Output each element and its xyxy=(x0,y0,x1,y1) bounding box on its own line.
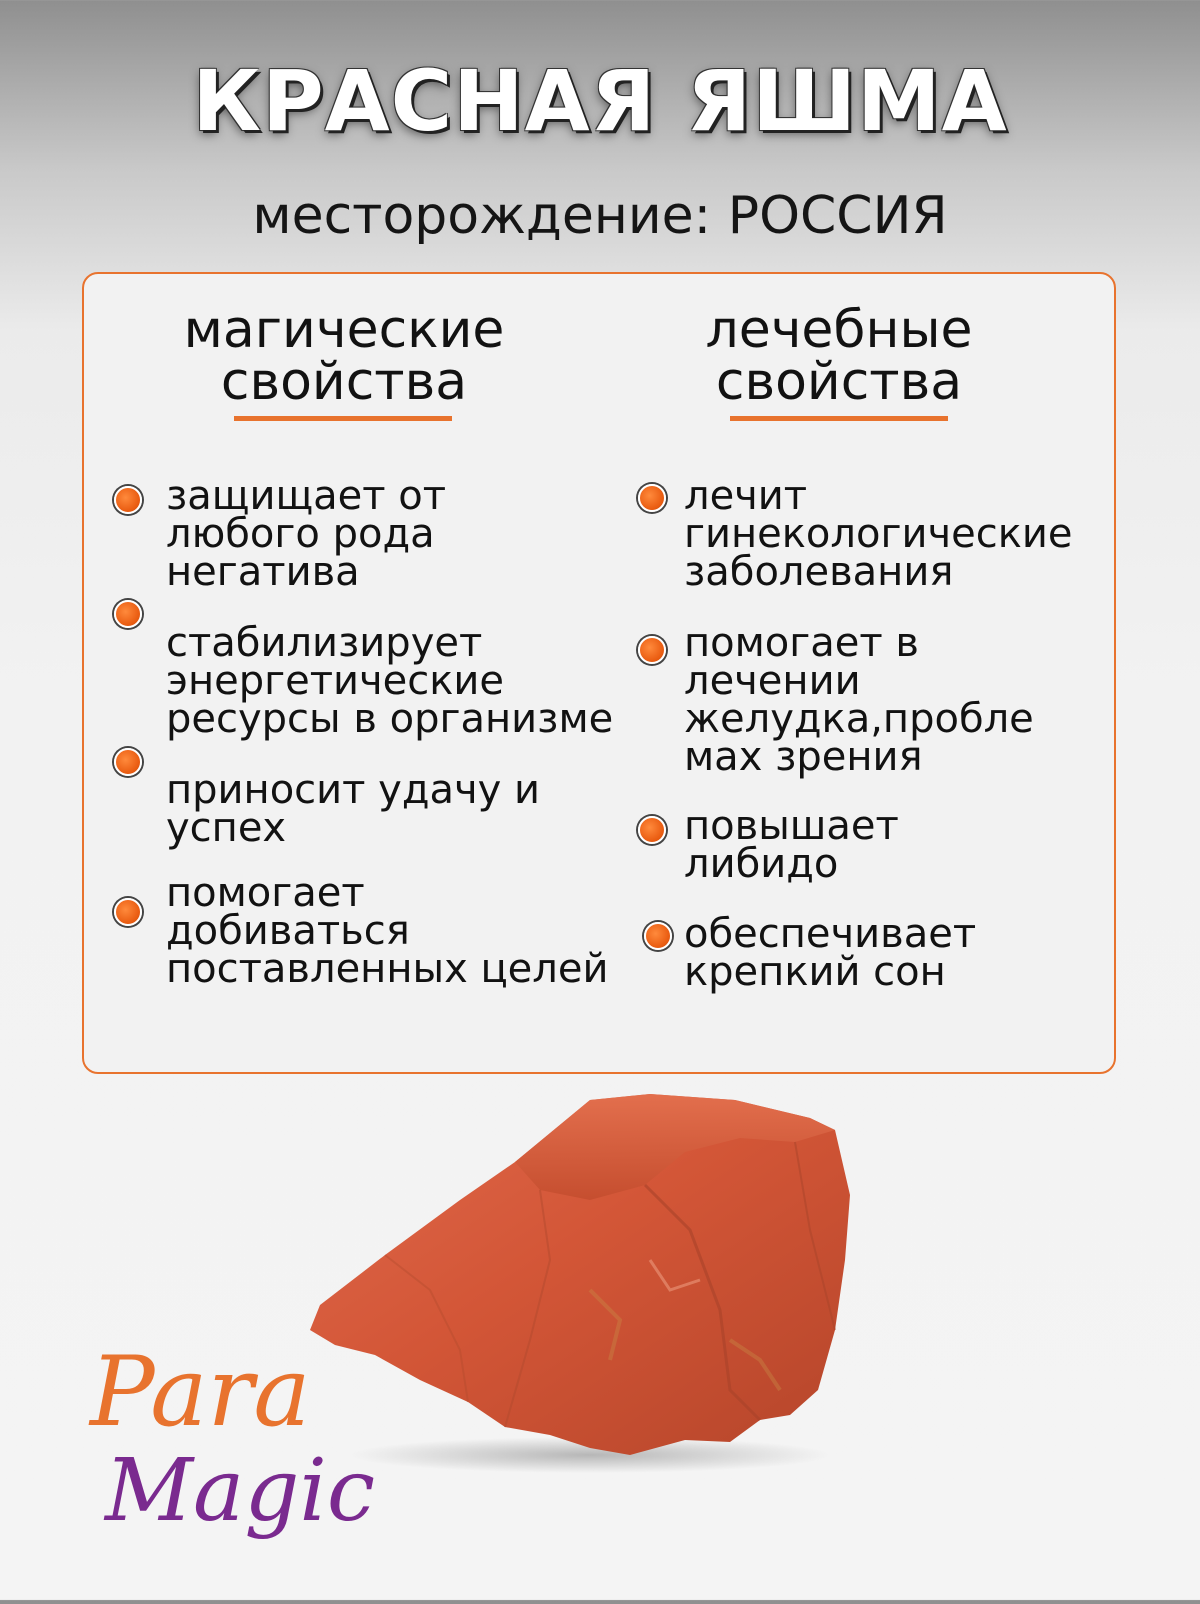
magic-item: помогает добиваться поставленных целей xyxy=(166,870,609,992)
magic-item: стабилизирует энергетические ресурсы в организме xyxy=(166,620,614,742)
orange-dot-icon xyxy=(638,484,666,512)
magic-item: защищает от любого рода негатива xyxy=(166,473,447,595)
orange-dot-icon xyxy=(114,898,142,926)
healing-item: обеспечивает крепкий сон xyxy=(684,911,977,995)
orange-dot-icon xyxy=(114,600,142,628)
healing-item: лечит гинекологические заболевания xyxy=(684,473,1073,595)
orange-dot-icon xyxy=(114,486,142,514)
properties-panel xyxy=(82,272,1116,1074)
red-jasper-stone-image xyxy=(290,1090,890,1490)
brand-logo xyxy=(80,1320,376,1600)
logo-text-magic: Magic xyxy=(105,1441,376,1541)
page-subtitle: месторождение: РОССИЯ xyxy=(252,186,948,246)
orange-dot-icon xyxy=(114,748,142,776)
orange-dot-icon xyxy=(638,816,666,844)
healing-heading-underline xyxy=(730,416,948,421)
magic-heading: магические свойства xyxy=(183,300,505,412)
healing-item: помогает в лечении желудка,пробле мах зрения xyxy=(684,620,1034,780)
orange-dot-icon xyxy=(638,636,666,664)
magic-item: приносит удачу и успех xyxy=(166,767,541,851)
healing-item: повышает либидо xyxy=(684,803,899,887)
page-title: КРАСНАЯ ЯШМА xyxy=(192,52,1008,150)
logo-text-para: Para xyxy=(90,1336,311,1448)
healing-heading: лечебные свойства xyxy=(705,300,973,412)
orange-dot-icon xyxy=(644,922,672,950)
magic-heading-underline xyxy=(234,416,452,421)
